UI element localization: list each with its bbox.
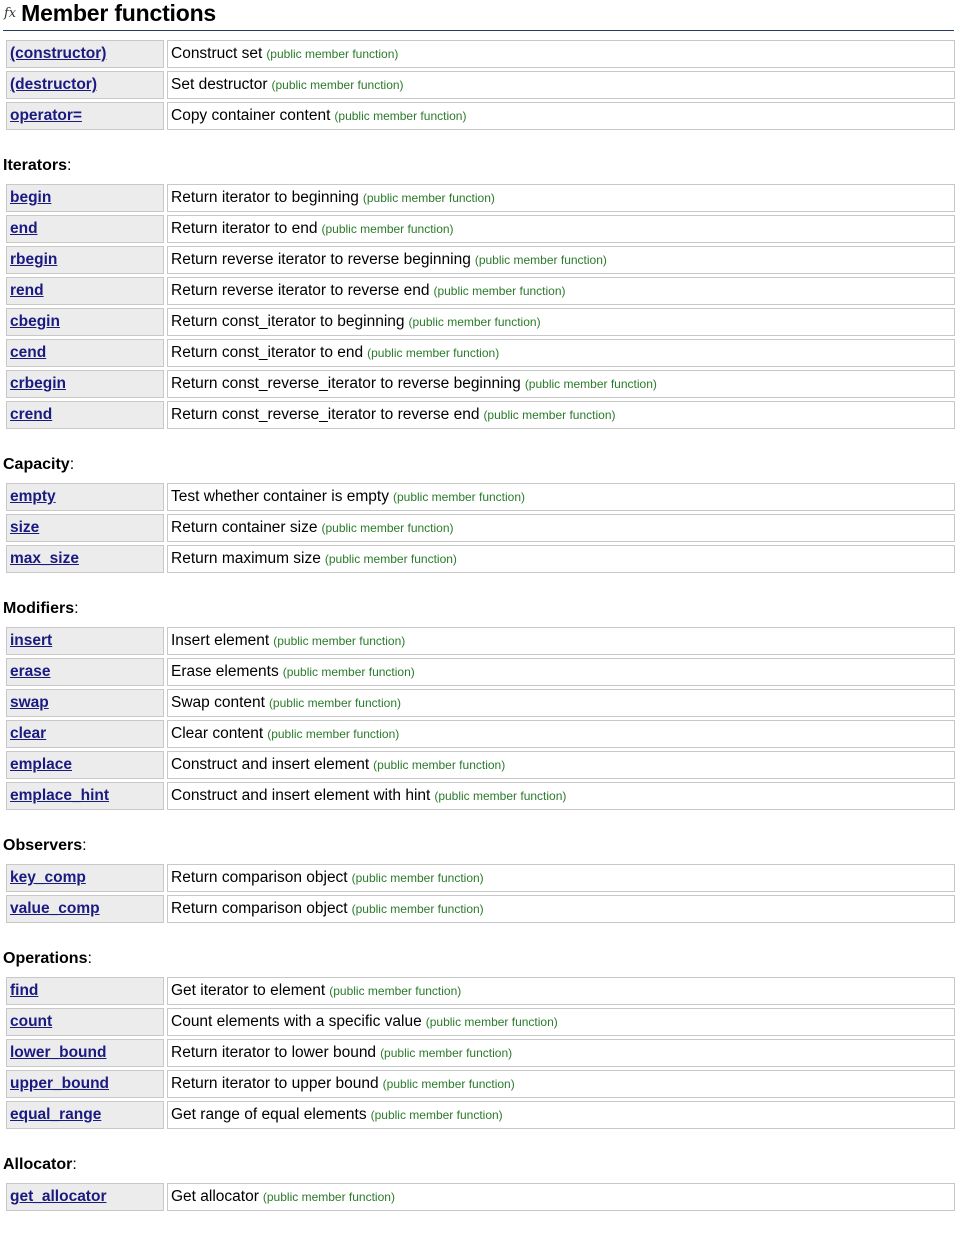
function-name-cell (6, 71, 164, 99)
section-heading-colon: : (67, 157, 72, 174)
function-link-crend[interactable]: crend (10, 406, 53, 423)
table-row (6, 102, 955, 130)
section-heading (3, 949, 956, 968)
function-table (3, 624, 958, 813)
function-name-cell (6, 864, 164, 892)
function-description: Return iterator to end (171, 220, 318, 237)
function-description: Construct and insert element (171, 756, 370, 773)
function-kind-label: (public member function) (262, 1190, 395, 1204)
table-row (6, 401, 955, 429)
function-name-cell (6, 658, 164, 686)
function-link-end[interactable]: end (10, 220, 38, 237)
function-description-cell (167, 71, 955, 99)
function-name-cell (6, 401, 164, 429)
function-link-lower-bound[interactable]: lower_bound (10, 1044, 107, 1061)
function-link-begin[interactable]: begin (10, 189, 52, 206)
function-description: Test whether container is empty (171, 488, 389, 505)
section-heading-label: Iterators (3, 157, 68, 174)
table-row (6, 184, 955, 212)
function-description: Return reverse iterator to reverse beginning (171, 251, 471, 268)
function-kind-label: (public member function) (282, 665, 415, 679)
function-description: Return comparison object (171, 900, 348, 917)
function-description: Erase elements (171, 663, 279, 680)
section-heading (3, 836, 956, 855)
table-row (6, 1101, 955, 1129)
function-name-cell (6, 102, 164, 130)
page-header (3, 0, 954, 31)
function-description-cell (167, 864, 955, 892)
function-description-cell (167, 102, 955, 130)
function-name-cell (6, 751, 164, 779)
table-row (6, 71, 955, 99)
function-link-destructor[interactable]: (destructor) (10, 76, 97, 93)
table-row (6, 40, 955, 68)
function-description: Return const_iterator to beginning (171, 313, 405, 330)
function-link-rbegin[interactable]: rbegin (10, 251, 58, 268)
function-description-cell (167, 370, 955, 398)
function-name-cell (6, 782, 164, 810)
function-name-cell (6, 689, 164, 717)
function-description-cell (167, 246, 955, 274)
section-heading (3, 455, 956, 474)
function-description: Set destructor (171, 76, 268, 93)
section-heading (3, 599, 956, 618)
function-link-emplace-hint[interactable]: emplace_hint (10, 787, 110, 804)
function-kind-label: (public member function) (483, 408, 616, 422)
table-row (6, 1008, 955, 1036)
function-description-cell (167, 401, 955, 429)
function-description-cell (167, 514, 955, 542)
table-row (6, 627, 955, 655)
function-table (3, 974, 958, 1132)
section-heading-label: Observers (3, 837, 83, 854)
function-description-cell (167, 339, 955, 367)
section-heading (3, 1155, 956, 1174)
function-table (3, 181, 958, 432)
function-link-count[interactable]: count (10, 1013, 53, 1030)
fx-icon: 𝑓x (4, 5, 17, 21)
function-description-cell (167, 689, 955, 717)
section-heading-label: Allocator (3, 1156, 73, 1173)
table-row (6, 1039, 955, 1067)
table-row (6, 514, 955, 542)
function-description: Get range of equal elements (171, 1106, 367, 1123)
function-name-cell (6, 370, 164, 398)
function-kind-label: (public member function) (271, 78, 404, 92)
function-name-cell (6, 215, 164, 243)
function-description: Return iterator to upper bound (171, 1075, 379, 1092)
function-description: Construct set (171, 45, 263, 62)
function-name-cell (6, 40, 164, 68)
function-description-cell (167, 627, 955, 655)
function-kind-label: (public member function) (367, 346, 500, 360)
table-row (6, 308, 955, 336)
section-heading (3, 156, 956, 175)
function-kind-label: (public member function) (321, 222, 454, 236)
function-description: Return maximum size (171, 550, 321, 567)
function-description: Construct and insert element with hint (171, 787, 431, 804)
function-description: Return iterator to lower bound (171, 1044, 377, 1061)
function-kind-label: (public member function) (408, 315, 541, 329)
function-name-cell (6, 1183, 164, 1211)
function-kind-label: (public member function) (434, 789, 567, 803)
function-description: Return const_reverse_iterator to reverse end (171, 406, 480, 423)
function-name-cell (6, 1070, 164, 1098)
table-row (6, 370, 955, 398)
table-row (6, 977, 955, 1005)
function-description: Count elements with a specific value (171, 1013, 422, 1030)
function-kind-label: (public member function) (392, 490, 526, 504)
function-name-cell (6, 545, 164, 573)
function-description-cell (167, 1183, 955, 1211)
function-name-cell (6, 627, 164, 655)
section-heading-label: Modifiers (3, 600, 75, 617)
function-kind-label: (public member function) (433, 284, 566, 298)
function-description: Return iterator to beginning (171, 189, 359, 206)
table-row (6, 483, 955, 511)
function-description-cell (167, 751, 955, 779)
function-description: Swap content (171, 694, 265, 711)
function-kind-label: (public member function) (425, 1015, 558, 1029)
function-link-cbegin[interactable]: cbegin (10, 313, 60, 330)
function-link-value-comp[interactable]: value_comp (10, 900, 100, 917)
sections-container (3, 156, 956, 1214)
table-row (6, 339, 955, 367)
section-heading-colon: : (74, 600, 79, 617)
function-description-cell (167, 782, 955, 810)
function-name-cell (6, 483, 164, 511)
function-description-cell (167, 308, 955, 336)
function-link-size[interactable]: size (10, 519, 40, 536)
function-description: Return reverse iterator to reverse end (171, 282, 430, 299)
function-kind-label: (public member function) (267, 727, 400, 741)
function-name-cell (6, 1101, 164, 1129)
function-description-cell (167, 215, 955, 243)
function-description: Clear content (171, 725, 264, 742)
page-title: Member functions (21, 0, 217, 26)
table-row (6, 658, 955, 686)
section-capacity (3, 455, 956, 576)
function-description: Return comparison object (171, 869, 348, 886)
function-name-cell (6, 514, 164, 542)
function-description-cell (167, 483, 955, 511)
section-heading-label: Capacity (3, 456, 70, 473)
function-kind-label: (public member function) (351, 871, 484, 885)
function-link-insert[interactable]: insert (10, 632, 53, 649)
section-allocator (3, 1155, 956, 1214)
function-kind-label: (public member function) (474, 253, 607, 267)
function-kind-label: (public member function) (321, 521, 454, 535)
function-description: Return container size (171, 519, 318, 536)
table-row (6, 689, 955, 717)
function-kind-label: (public member function) (351, 902, 484, 916)
function-table (3, 480, 958, 576)
function-kind-label: (public member function) (362, 191, 495, 205)
function-description-cell (167, 277, 955, 305)
function-kind-label: (public member function) (370, 1108, 503, 1122)
intro-function-table (3, 37, 958, 133)
section-heading-label: Operations (3, 950, 88, 967)
function-link-crbegin[interactable]: crbegin (10, 375, 66, 392)
table-row (6, 751, 955, 779)
function-link-get-allocator[interactable]: get_allocator (10, 1188, 107, 1205)
function-description-cell (167, 658, 955, 686)
function-link-find[interactable]: find (10, 982, 39, 999)
function-kind-label: (public member function) (524, 377, 657, 391)
function-description: Copy container content (171, 107, 331, 124)
function-description-cell (167, 1008, 955, 1036)
function-description-cell (167, 895, 955, 923)
function-link-max-size[interactable]: max_size (10, 550, 79, 567)
function-name-cell (6, 246, 164, 274)
function-kind-label: (public member function) (380, 1046, 513, 1060)
function-description: Get iterator to element (171, 982, 326, 999)
function-description: Return const_reverse_iterator to reverse beginning (171, 375, 521, 392)
function-table (3, 861, 958, 926)
table-row (6, 277, 955, 305)
table-row (6, 720, 955, 748)
function-description: Get allocator (171, 1188, 259, 1205)
section-observers (3, 836, 956, 926)
function-description-cell (167, 977, 955, 1005)
function-link-empty[interactable]: empty (10, 488, 56, 505)
table-row (6, 782, 955, 810)
function-kind-label: (public member function) (382, 1077, 515, 1091)
function-link-rend[interactable]: rend (10, 282, 44, 299)
table-row (6, 246, 955, 274)
function-link-operator[interactable]: operator= (10, 107, 82, 124)
function-link-upper-bound[interactable]: upper_bound (10, 1075, 110, 1092)
function-kind-label: (public member function) (266, 47, 399, 61)
section-operations (3, 949, 956, 1132)
function-link-emplace[interactable]: emplace (10, 756, 73, 773)
function-description-cell (167, 40, 955, 68)
function-kind-label: (public member function) (324, 552, 457, 566)
table-row (6, 864, 955, 892)
function-link-erase[interactable]: erase (10, 663, 51, 680)
table-row (6, 215, 955, 243)
function-description-cell (167, 1101, 955, 1129)
function-name-cell (6, 1039, 164, 1067)
function-link-constructor[interactable]: (constructor) (10, 45, 107, 62)
function-kind-label: (public member function) (273, 634, 406, 648)
function-description-cell (167, 1039, 955, 1067)
function-name-cell (6, 339, 164, 367)
function-kind-label: (public member function) (334, 109, 467, 123)
function-description-cell (167, 1070, 955, 1098)
function-kind-label: (public member function) (373, 758, 506, 772)
function-kind-label: (public member function) (268, 696, 401, 710)
function-name-cell (6, 277, 164, 305)
table-row (6, 895, 955, 923)
function-link-equal-range[interactable]: equal_range (10, 1106, 102, 1123)
section-modifiers (3, 599, 956, 813)
section-heading-colon: : (87, 950, 92, 967)
function-name-cell (6, 308, 164, 336)
function-name-cell (6, 720, 164, 748)
function-description-cell (167, 720, 955, 748)
function-link-cend[interactable]: cend (10, 344, 47, 361)
section-heading-colon: : (82, 837, 87, 854)
function-link-clear[interactable]: clear (10, 725, 47, 742)
section-iterators (3, 156, 956, 432)
table-row (6, 1183, 955, 1211)
function-name-cell (6, 184, 164, 212)
function-link-key-comp[interactable]: key_comp (10, 869, 86, 886)
function-name-cell (6, 895, 164, 923)
function-description: Return const_iterator to end (171, 344, 364, 361)
section-heading-colon: : (69, 456, 75, 473)
function-description-cell (167, 184, 955, 212)
function-kind-label: (public member function) (329, 984, 462, 998)
function-name-cell (6, 1008, 164, 1036)
function-name-cell (6, 977, 164, 1005)
table-row (6, 545, 955, 573)
function-description: Insert element (171, 632, 270, 649)
section-heading-colon: : (72, 1156, 77, 1173)
function-link-swap[interactable]: swap (10, 694, 49, 711)
table-row (6, 1070, 955, 1098)
function-table (3, 1180, 958, 1214)
function-description-cell (167, 545, 955, 573)
